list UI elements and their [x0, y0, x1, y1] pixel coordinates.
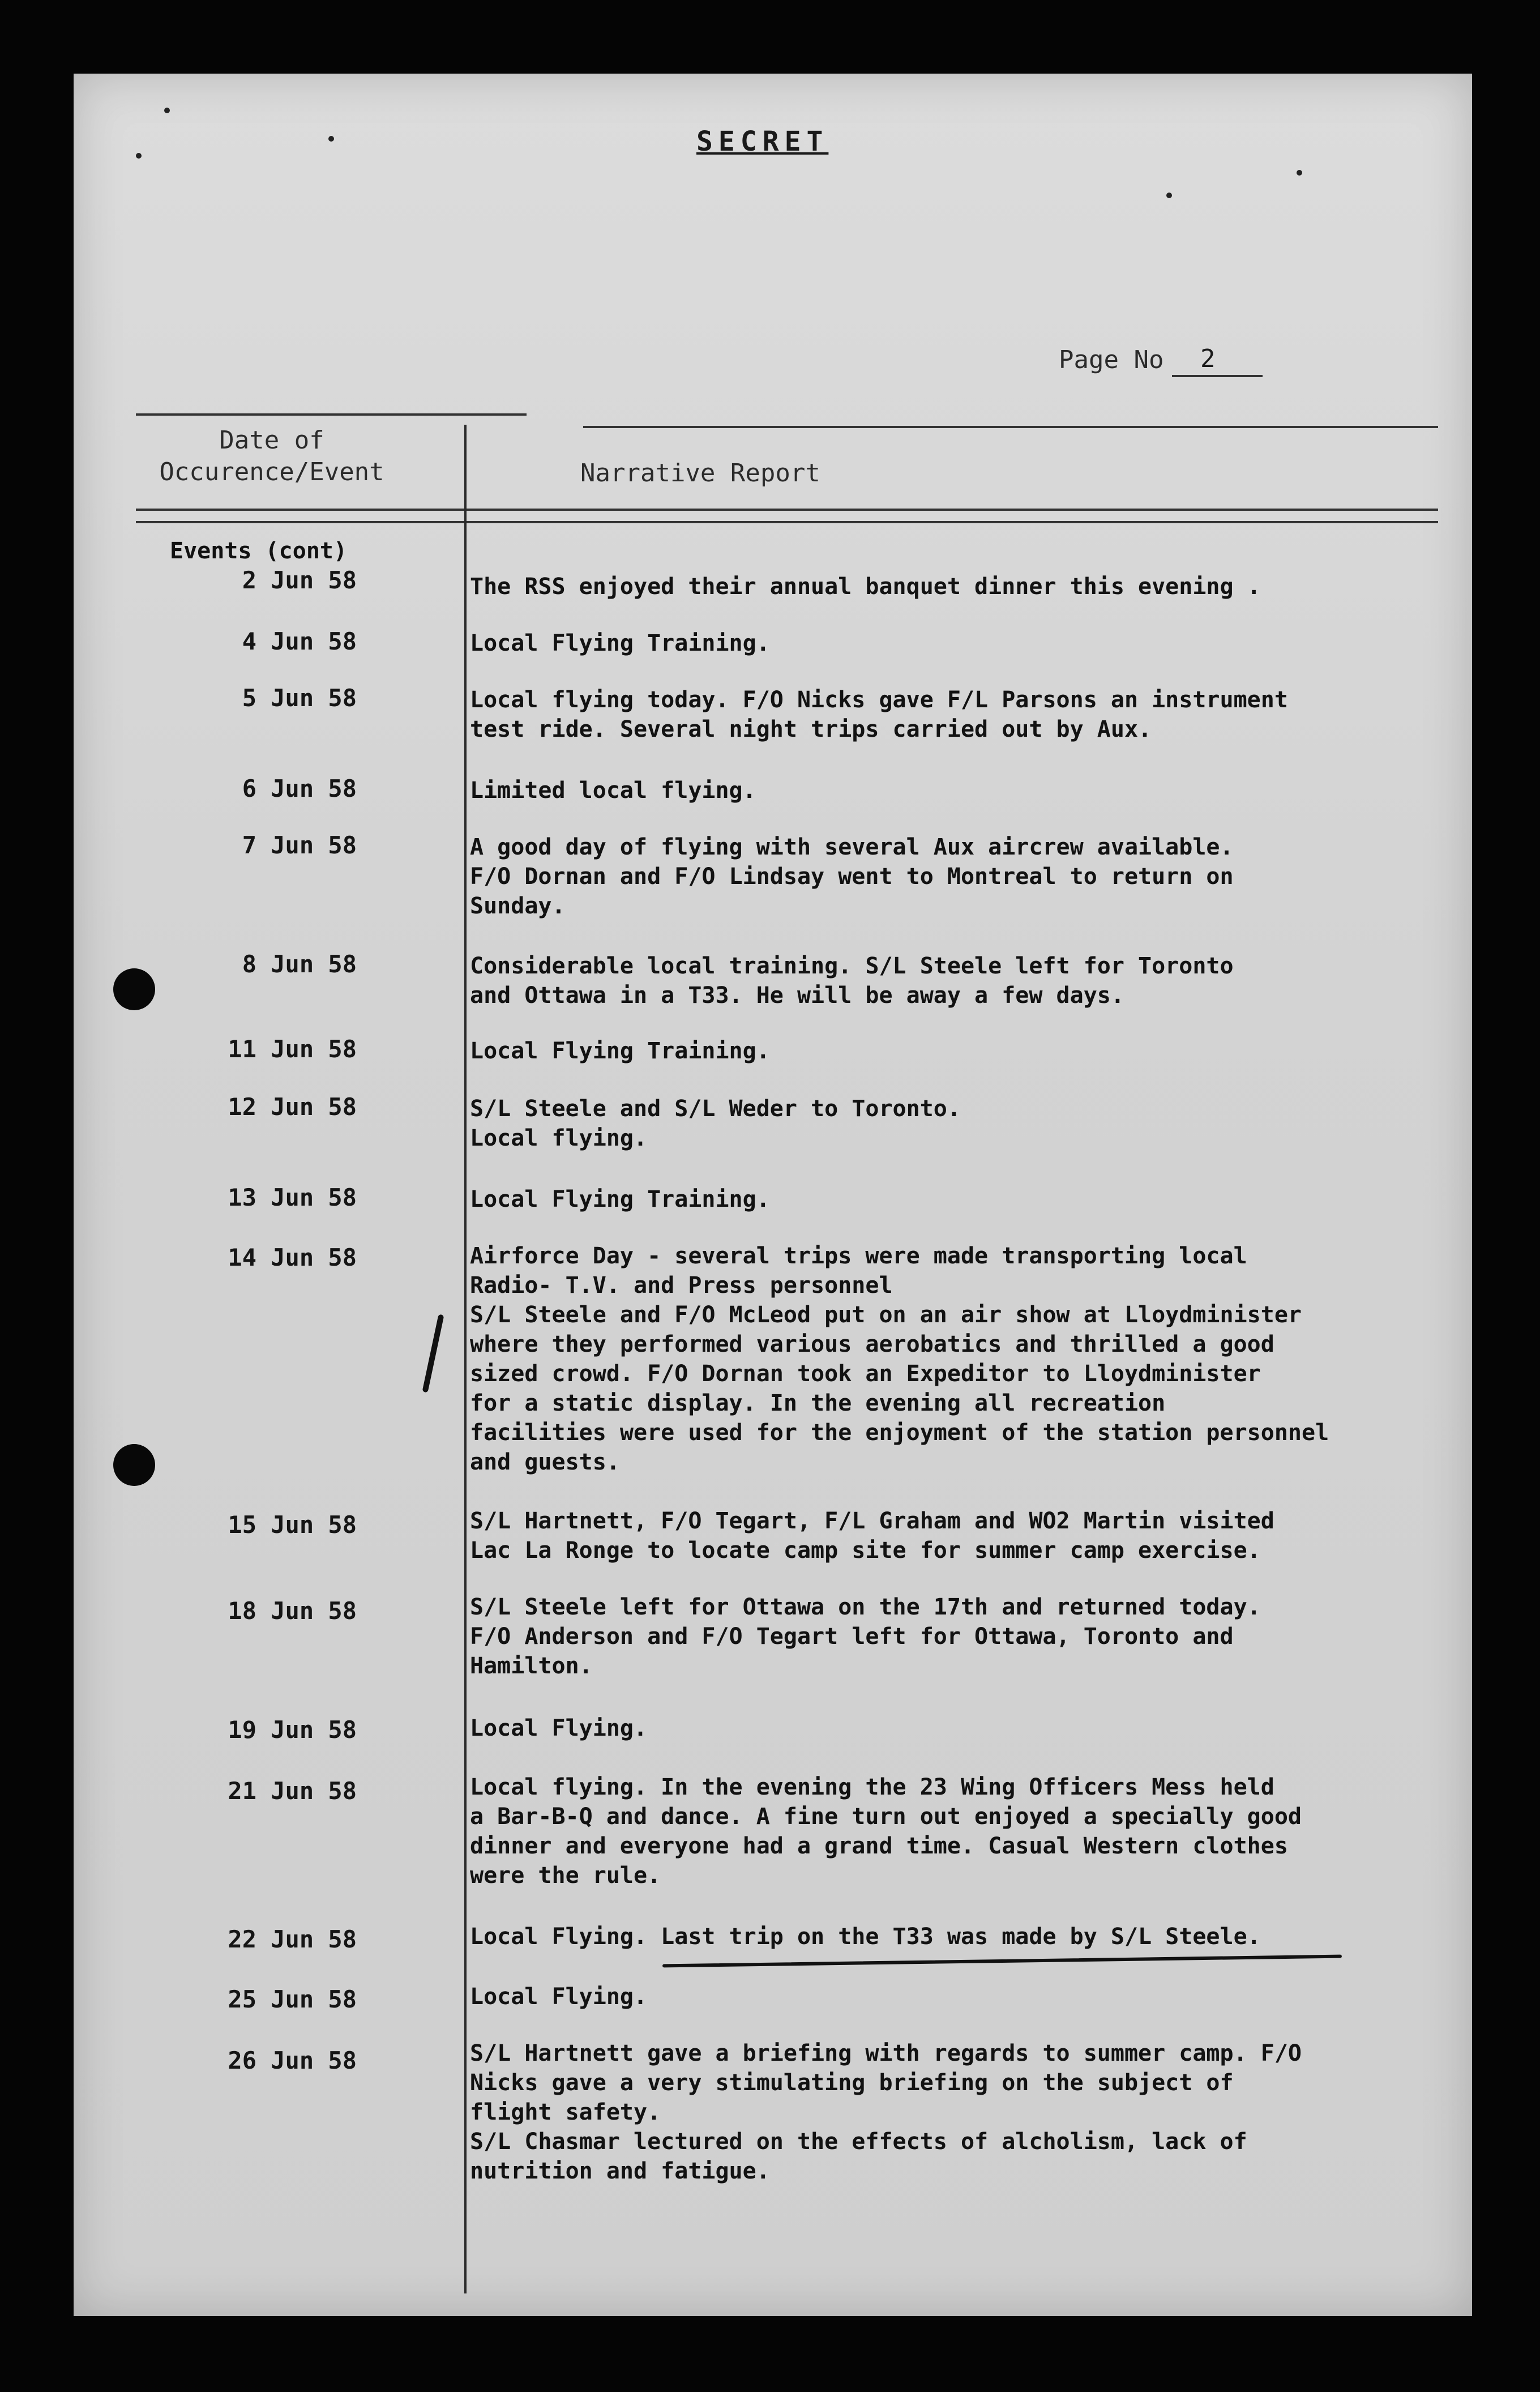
- speck: [1166, 193, 1172, 198]
- entry-date: 11 Jun 58: [228, 1035, 357, 1063]
- narrative-column-header: Narrative Report: [580, 459, 820, 488]
- entry-text: Local Flying. Last trip on the T33 was made by S/L Steele.: [470, 1924, 1261, 1950]
- page-number-label: Page No: [1059, 345, 1164, 374]
- entry-date: 4 Jun 58: [242, 627, 357, 655]
- header-double-rule-bottom: [136, 521, 1438, 523]
- entry-date: 7 Jun 58: [242, 831, 357, 859]
- column-divider: [464, 425, 467, 2293]
- entry-date: 21 Jun 58: [228, 1777, 357, 1805]
- header-double-rule-top: [136, 509, 1438, 511]
- entry-text: Local Flying Training.: [470, 1186, 770, 1212]
- speck: [328, 136, 334, 142]
- section-label: Events (cont): [170, 538, 348, 564]
- margin-pen-mark: [422, 1314, 444, 1393]
- speck: [136, 153, 142, 159]
- entry-text: Airforce Day - several trips were made transporting local Radio- T.V. and Press personnel S/L Steele and F/O McLeod put on an air show at Lloydminister where they performed various aerobatics and thrilled a good sized crowd. F/O Dornan took an Expeditor to Lloydminister for a static display. In the evening all recreation facilities were used for the enjoyment of the station personnel and guests.: [470, 1243, 1329, 1475]
- entry-text: The RSS enjoyed their annual banquet dinner this evening .: [470, 574, 1261, 600]
- entry-date: 14 Jun 58: [228, 1244, 357, 1271]
- entry-date: 15 Jun 58: [228, 1511, 357, 1539]
- entry-text: Limited local flying.: [470, 778, 756, 804]
- entry-date: 19 Jun 58: [228, 1716, 357, 1744]
- entry-date: 25 Jun 58: [228, 1985, 357, 2013]
- entry-text: Local flying today. F/O Nicks gave F/L Parsons an instrument test ride. Several night trips carried out by Aux.: [470, 687, 1288, 742]
- date-column-header: Date of Occurence/Event: [159, 426, 384, 486]
- entry-text: Local Flying.: [470, 1715, 648, 1741]
- entry-date: 6 Jun 58: [242, 775, 357, 802]
- entry-date: 2 Jun 58: [242, 566, 357, 594]
- punch-hole: [113, 968, 155, 1010]
- entry-text: S/L Hartnett, F/O Tegart, F/L Graham and WO2 Martin visited Lac La Ronge to locate camp site for summer camp exercise.: [470, 1508, 1274, 1564]
- entry-text: Local Flying.: [470, 1984, 648, 2010]
- handwritten-underline: [662, 1955, 1342, 1968]
- classification-heading: SECRET: [696, 126, 829, 157]
- entry-text: S/L Steele left for Ottawa on the 17th and returned today. F/O Anderson and F/O Tegart left for Ottawa, Toronto and Hamilton.: [470, 1594, 1261, 1679]
- entry-text: S/L Hartnett gave a briefing with regards to summer camp. F/O Nicks gave a very stimulating briefing on the subject of flight safety. S/L Chasmar lectured on the effects of alcholism, lack of nutrition and fatigue.: [470, 2040, 1302, 2184]
- page-number-value: 2: [1200, 344, 1216, 373]
- entry-date: 18 Jun 58: [228, 1597, 357, 1625]
- entry-date: 13 Jun 58: [228, 1184, 357, 1211]
- header-rule-left: [136, 413, 527, 416]
- entry-text: Local flying. In the evening the 23 Wing Officers Mess held a Bar-B-Q and dance. A fine turn out enjoyed a specially good dinner and everyone had a grand time. Casual Western clothes were the rule.: [470, 1774, 1302, 1889]
- entry-text: A good day of flying with several Aux aircrew available. F/O Dornan and F/O Lindsay went to Montreal to return on Sunday.: [470, 834, 1234, 919]
- entry-text: S/L Steele and S/L Weder to Toronto. Local flying.: [470, 1096, 961, 1151]
- speck: [1297, 170, 1302, 176]
- header-rule-right: [583, 426, 1438, 428]
- speck: [164, 108, 170, 113]
- entry-text: Local Flying Training.: [470, 1038, 770, 1064]
- entry-date: 12 Jun 58: [228, 1093, 357, 1121]
- entry-text: Considerable local training. S/L Steele left for Toronto and Ottawa in a T33. He will be away a few days.: [470, 953, 1234, 1009]
- punch-hole: [113, 1444, 155, 1486]
- document-page: [74, 74, 1472, 2316]
- entry-date: 8 Jun 58: [242, 950, 357, 978]
- entry-date: 26 Jun 58: [228, 2047, 357, 2074]
- entry-date: 5 Jun 58: [242, 684, 357, 712]
- entry-text: Local Flying Training.: [470, 630, 770, 656]
- page-number-underline: [1172, 375, 1263, 377]
- entry-date: 22 Jun 58: [228, 1925, 357, 1953]
